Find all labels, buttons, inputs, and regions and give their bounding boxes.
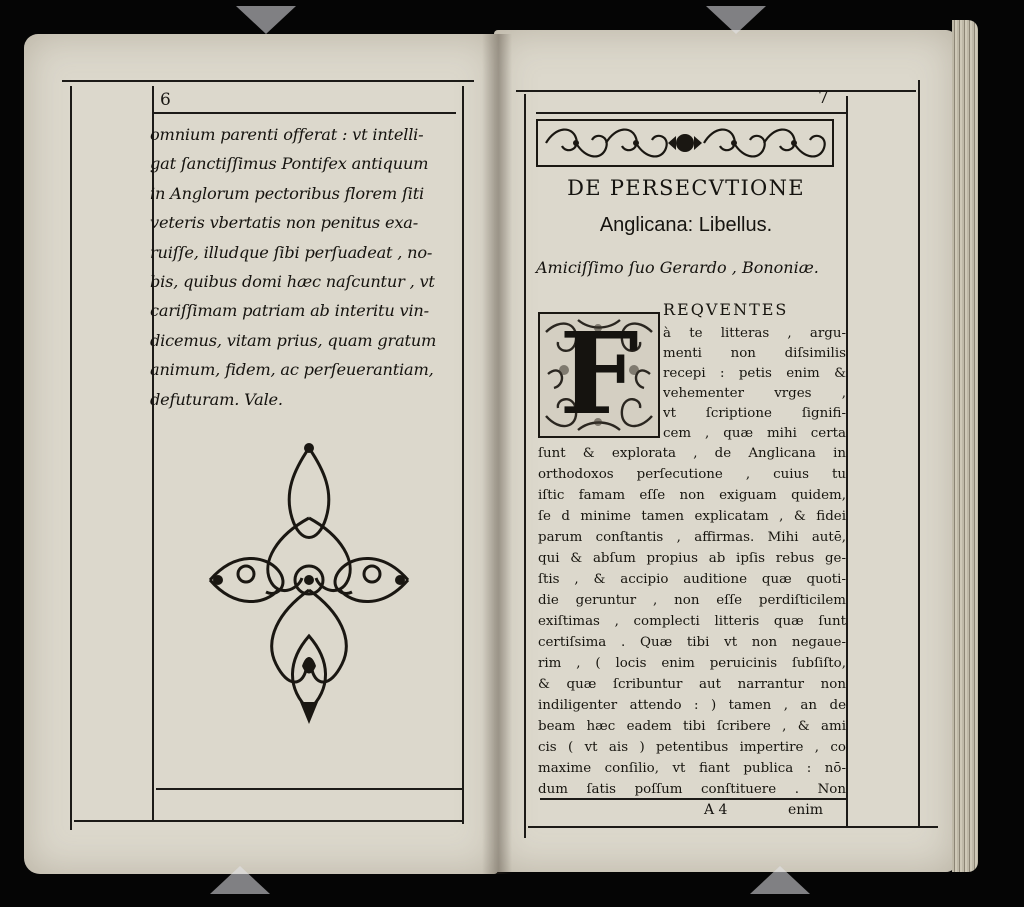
page-number-right: 7 (818, 88, 829, 108)
text-line: vehementer vrges , (663, 386, 846, 401)
frame-rule (516, 90, 916, 92)
text-line: qui & abſum propius ab ipſis rebus ge- (538, 551, 846, 566)
text-line: maxime conſilio, vt fiant publica : nō- (538, 761, 846, 776)
page-number-left: 6 (160, 90, 171, 110)
text-line: veteris vbertatis non penitus exa- (150, 213, 418, 233)
initial-letter: F (559, 309, 639, 440)
text-line: certiſsima . Quæ tibi vt non negaue- (538, 635, 846, 650)
text-line: cem , quæ mihi certa (663, 426, 846, 441)
text-line: exiſtimas , complecti litteris quæ ſunt (538, 614, 846, 629)
text-line: beam hæc eadem tibi ſcribere , & ami (538, 719, 846, 734)
text-line: die geruntur , non eſſe perdiſticilem (538, 593, 846, 608)
text-line: recepi : petis enim & (663, 366, 846, 381)
dedication-line: Amiciſſimo ſuo Gerardo , Bononiæ. (536, 258, 819, 277)
text-line: rim , ( locis enim peruicinis ſubſiſto, (538, 656, 846, 671)
text-line: animum, fidem, ac perſeuerantiam, (150, 360, 434, 380)
scroll-headpiece-ornament-icon (536, 118, 834, 168)
frame-rule (156, 788, 462, 790)
frame-rule (524, 94, 526, 838)
text-line: ſe d minime tamen explicatam , & fidei (538, 509, 846, 524)
text-line: gat ſanctiſſimus Pontifex antiquum (150, 154, 429, 174)
left-page-text (150, 120, 472, 414)
text-line: omnium parenti offerat : vt intelli- (150, 125, 424, 144)
text-line: ſunt & explorata , de Anglicana in (538, 446, 846, 461)
page-edges (952, 20, 978, 872)
floral-fleuron-ornament-icon (206, 440, 412, 726)
frame-rule (152, 112, 456, 114)
text-line: dum ſatis poſſum conſtituere . Non (538, 782, 846, 797)
text-line: iſtic famam eſſe non exiguam quidem, (538, 488, 846, 503)
text-line: cis ( vt ais ) petentibus impertire , co (538, 740, 846, 755)
text-line: dicemus, vitam prius, quam gratum (150, 330, 437, 350)
book-gutter (482, 34, 512, 874)
chapter-subtitle: Anglicana: Libellus. (599, 214, 773, 236)
text-line: menti non diſsimilis (663, 346, 846, 361)
chapter-title: DE PERSECVTIONE (567, 176, 805, 200)
frame-rule (918, 80, 920, 826)
text-line: cariſſimam patriam ab interitu vin- (150, 301, 429, 321)
frame-rule (70, 86, 72, 830)
text-line: à te litteras , argu- (663, 326, 846, 341)
text-line: in Anglorum pectoribus florem ſiti (150, 183, 424, 203)
text-line: bis, quibus domi hæc naſcuntur , vt (150, 271, 435, 291)
frame-rule (528, 826, 938, 828)
frame-rule (536, 112, 846, 114)
text-line: defuturam. Vale. (150, 389, 283, 409)
text-line: vt ſcriptione ſignifi- (663, 406, 846, 421)
text-line: orthodoxos perſecutione , cuius tu (538, 467, 846, 482)
text-line: & quæ ſcribuntur aut narrantur non (538, 677, 846, 692)
catchword: enim (788, 802, 824, 818)
text-line: indiligenter attendo : ) tamen , an de (538, 698, 846, 713)
frame-rule (74, 820, 464, 822)
text-line: ruiſſe, illudque ſibi perſuadeat , no- (150, 242, 433, 262)
frame-rule (540, 798, 846, 800)
frame-rule (846, 96, 848, 826)
signature-mark: A 4 (704, 802, 728, 818)
text-line: parum conſtantis , affirmas. Mihi autē, (538, 530, 846, 545)
frame-rule (62, 80, 474, 82)
text-line: ſtis , & accipio auditione quæ quoti- (538, 572, 846, 587)
text-line: REQVENTES (663, 300, 789, 319)
decorated-initial (538, 309, 660, 440)
